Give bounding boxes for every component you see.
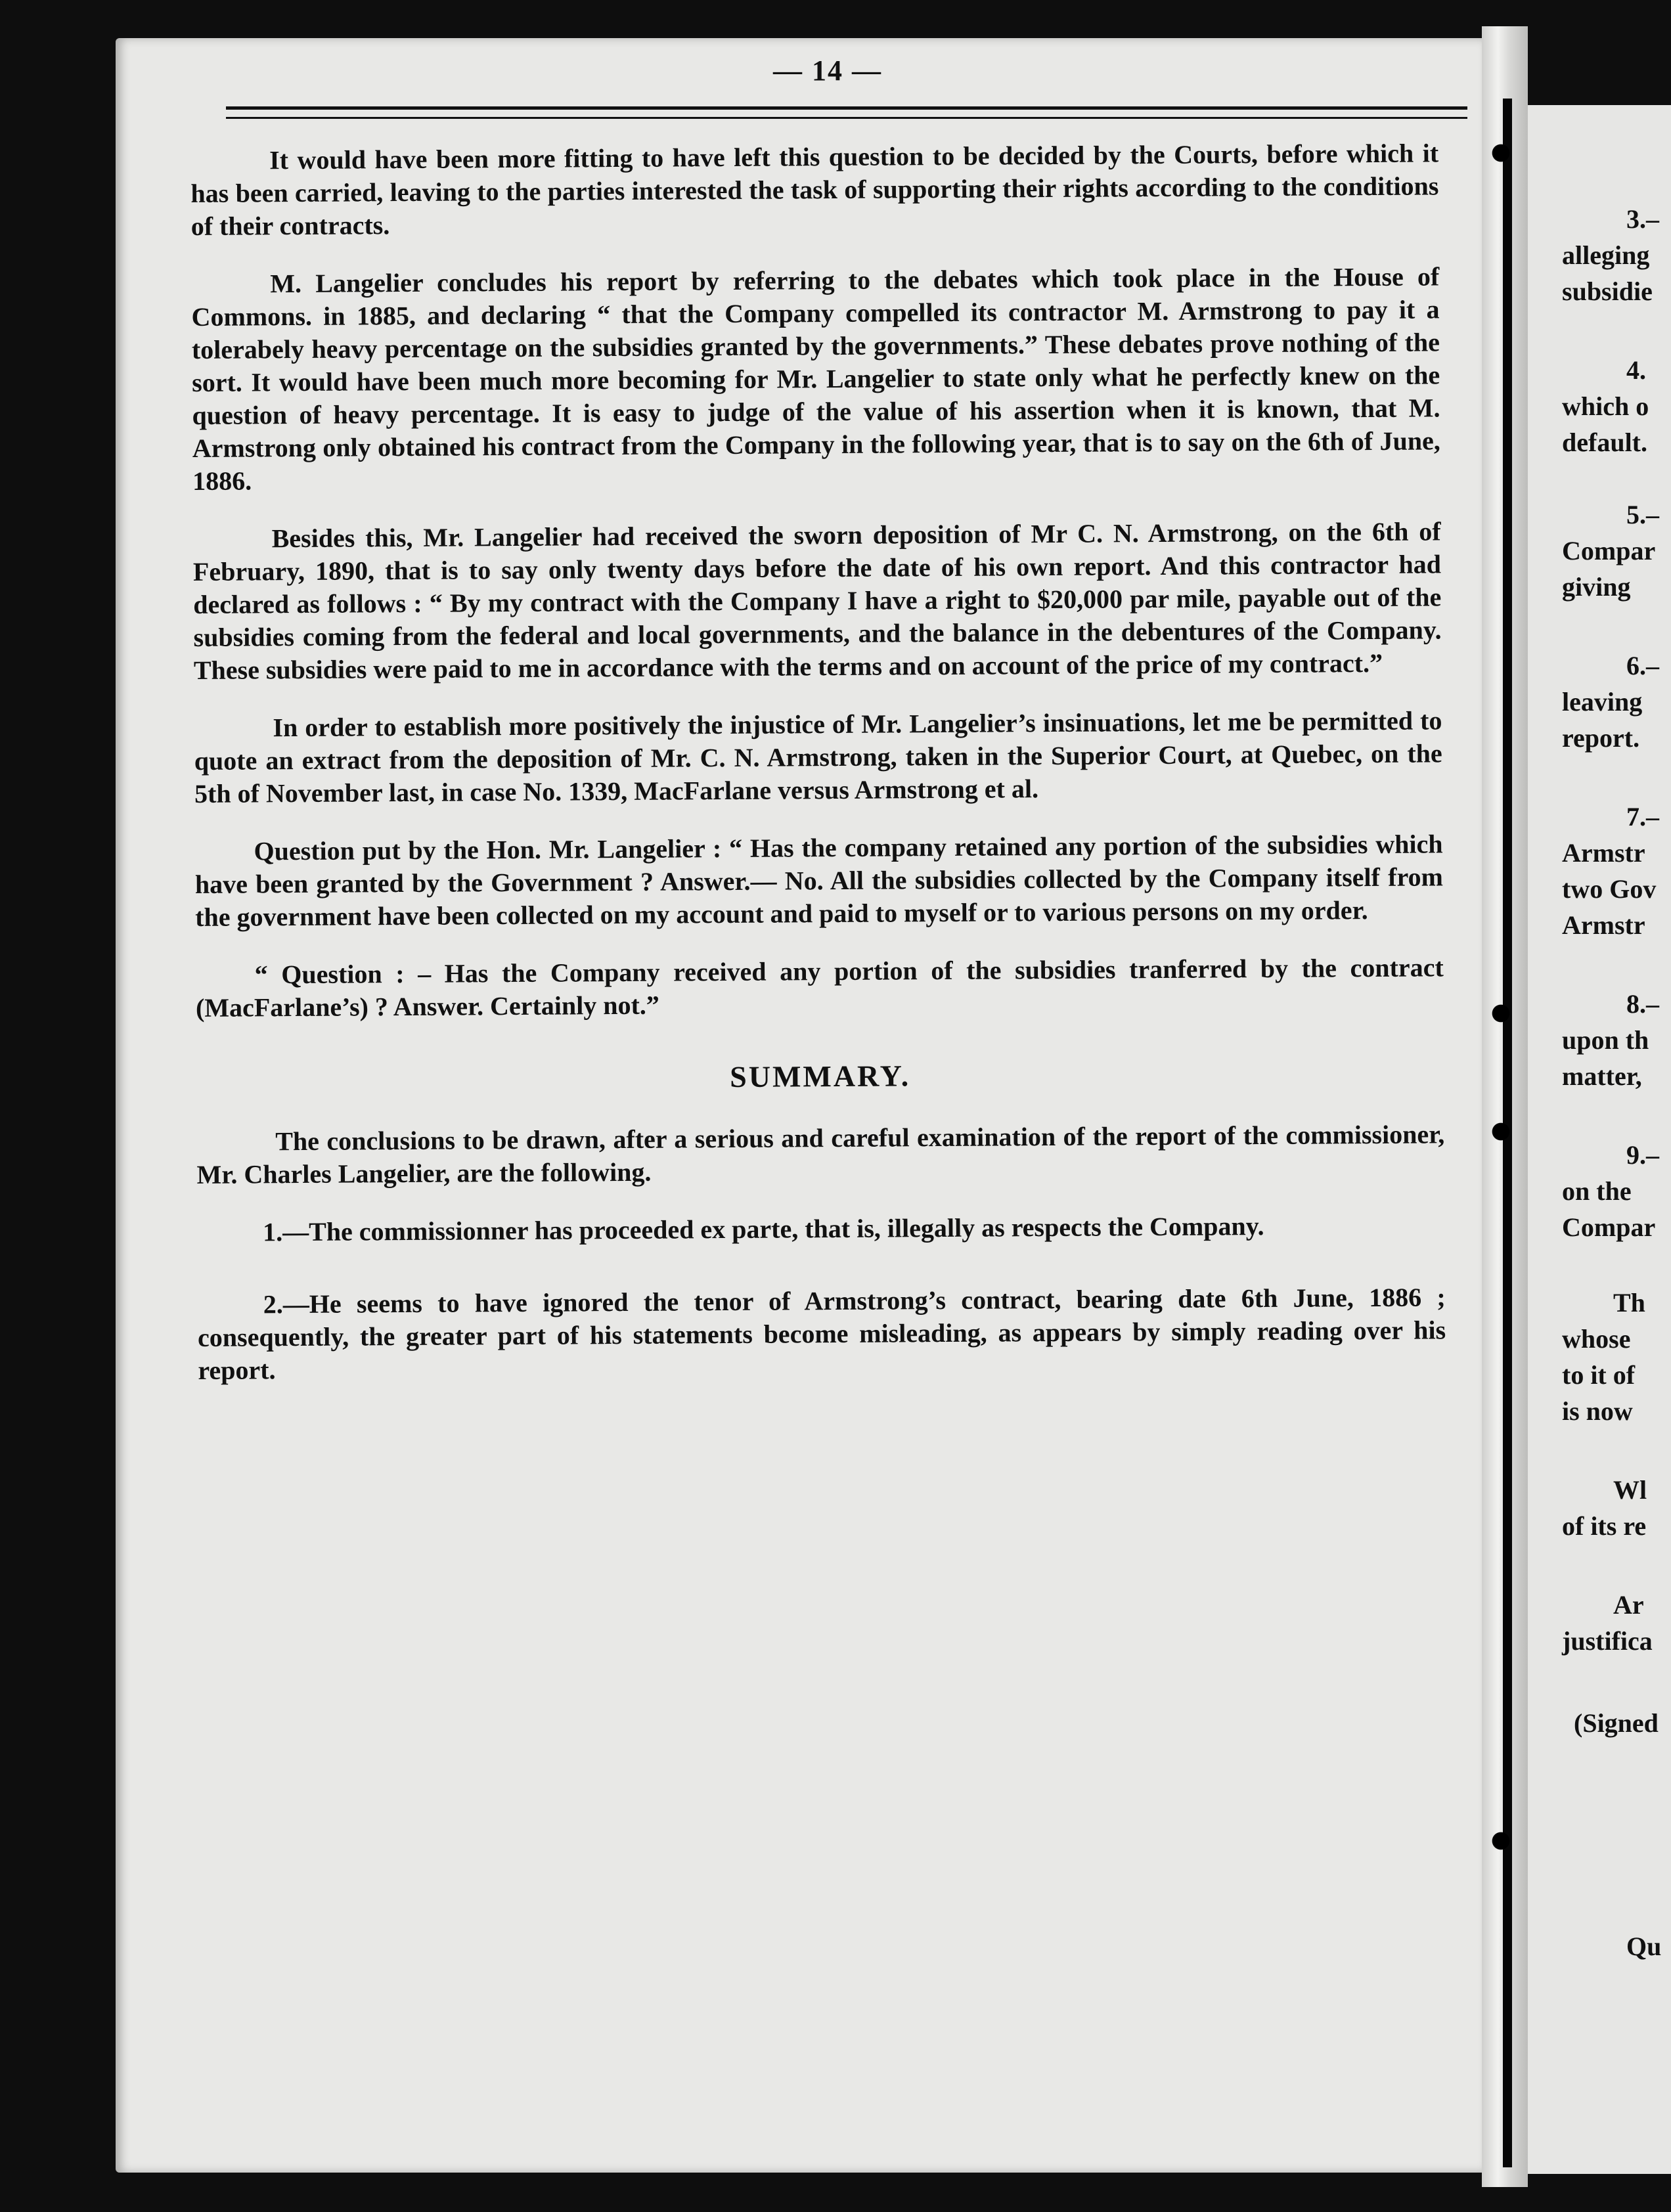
- right-page-fragment: is now: [1562, 1396, 1633, 1426]
- page-number: — 14 —: [773, 55, 882, 87]
- right-page-fragment: Compar: [1562, 1212, 1656, 1242]
- right-page-fragment: leaving: [1562, 687, 1643, 717]
- right-page-fragment: report.: [1562, 723, 1640, 753]
- summary-item: 1.—The commissionner has proceeded ex parte, that is, illegally as respects the Company.: [262, 1211, 1264, 1247]
- right-page-fragment: Qu: [1626, 1932, 1662, 1961]
- right-page-fragment: Armstr: [1562, 838, 1645, 868]
- right-page-fragment: 8.–: [1626, 989, 1659, 1019]
- right-page-fragment: upon th: [1562, 1025, 1649, 1055]
- right-page-fragment: alleging: [1562, 240, 1650, 270]
- binding-stitch: [1486, 998, 1516, 1029]
- paragraph: M. Langelier concludes his report by referring to the debates which took place in the House of Commons. in 1885, and declaring “ that the Company compelled its contractor M. Armstrong to pay it a tolerabely heavy percentage on the subsidies granted by the governments.” These debates prove nothing of the sort. It would have been much more becoming for Mr. Langelier to state only what he perfectly knew on the question of heavy percentage. It is easy to judge of the value of his assertion when it is known, that M. Armstrong only obtained his contract from the Company in the following year, that is to say on the 6th of June, 1886.: [191, 261, 1440, 496]
- right-page-fragment: (Signed: [1574, 1708, 1659, 1738]
- right-page-fragment: Armstr: [1562, 910, 1645, 940]
- right-page-fragment: 7.–: [1626, 802, 1659, 831]
- right-page-fragment: Ar: [1613, 1590, 1644, 1620]
- right-page-fragment: subsidie: [1562, 276, 1653, 306]
- right-page-fragment: justifica: [1562, 1626, 1653, 1656]
- paragraph: It would have been more fitting to have left this question to be decided by the Courts, before which it has been carried, leaving to the parties interested the task of supporting their rights according to the conditions of their contracts.: [190, 138, 1439, 241]
- binding-stitch: [1486, 138, 1516, 168]
- right-page-fragment: 4.: [1626, 355, 1646, 385]
- right-page-fragment: which o: [1562, 391, 1649, 421]
- right-page-fragment: 3.–: [1626, 204, 1659, 234]
- paragraph: Question put by the Hon. Mr. Langelier : “ Has the company retained any portion of the subsidies which have been granted by the Government ? Answer.— No. All the subsidies collected by the Company itself from the government have been collected on my account and paid to myself or to various persons on my order.: [194, 829, 1443, 932]
- binding-stitch: [1486, 1826, 1516, 1856]
- header-rule: [226, 106, 1467, 110]
- paragraph: In order to establish more positively the injustice of Mr. Langelier’s insinuations, let me be permitted to quote an extract from the deposition of Mr. C. N. Armstrong, taken in the Superior Court, at Quebec, on the 5th of November last, in case No. 1339, MacFarlane versus Armstrong et al.: [194, 705, 1442, 808]
- right-page-fragment: of its re: [1562, 1511, 1647, 1541]
- right-page-fragment: whose: [1562, 1324, 1631, 1354]
- right-page-fragment: Compar: [1562, 536, 1656, 565]
- right-page-fragment: to it of: [1562, 1360, 1636, 1390]
- right-page: [1528, 105, 1671, 2174]
- right-page-fragment: two Gov: [1562, 874, 1657, 904]
- paragraph: “ Question : – Has the Company received any portion of the subsidies tranferred by the contract (MacFarlane’s) ? Answer. Certainly not.”: [195, 952, 1444, 1023]
- right-page-fragment: 6.–: [1626, 651, 1659, 680]
- paragraph: Besides this, Mr. Langelier had received the sworn deposition of Mr C. N. Armstrong, on the 6th of February, 1890, that is to say only twenty days before the date of his own report. And this contractor had declared as follows : “ By my contract with the Company I have a right to $20,000 par mile, payable out of the subsidies coming from the federal and local governments, and the balance in the debentures of the Company. These subsidies were paid to me in accordance with the terms and on account of the price of my contract.”: [192, 516, 1442, 685]
- right-page-fragment: 5.–: [1626, 500, 1659, 529]
- right-page-fragment: giving: [1562, 572, 1631, 602]
- page-body: [190, 137, 1446, 1427]
- summary-item: 2.—He seems to have ignored the tenor of Armstrong’s contract, bearing date 6th June, 1886 ; consequently, the greater part of his statements become misleading, as appears by simply reading over his report.: [197, 1282, 1446, 1385]
- header-rule: [226, 117, 1467, 119]
- right-page-fragment: Wl: [1613, 1475, 1647, 1505]
- binding-stitch: [1486, 1117, 1516, 1147]
- right-page-fragment: on the: [1562, 1176, 1632, 1206]
- right-page-fragment: Th: [1613, 1288, 1645, 1317]
- summary-intro: The conclusions to be drawn, after a serious and careful examination of the report of the commissioner, Mr. Charles Langelier, are the following.: [196, 1119, 1445, 1189]
- summary-heading: SUMMARY.: [730, 1059, 911, 1094]
- right-page-fragment: default.: [1562, 428, 1647, 457]
- right-page-fragment: 9.–: [1626, 1140, 1659, 1170]
- right-page-fragment: matter,: [1562, 1061, 1642, 1091]
